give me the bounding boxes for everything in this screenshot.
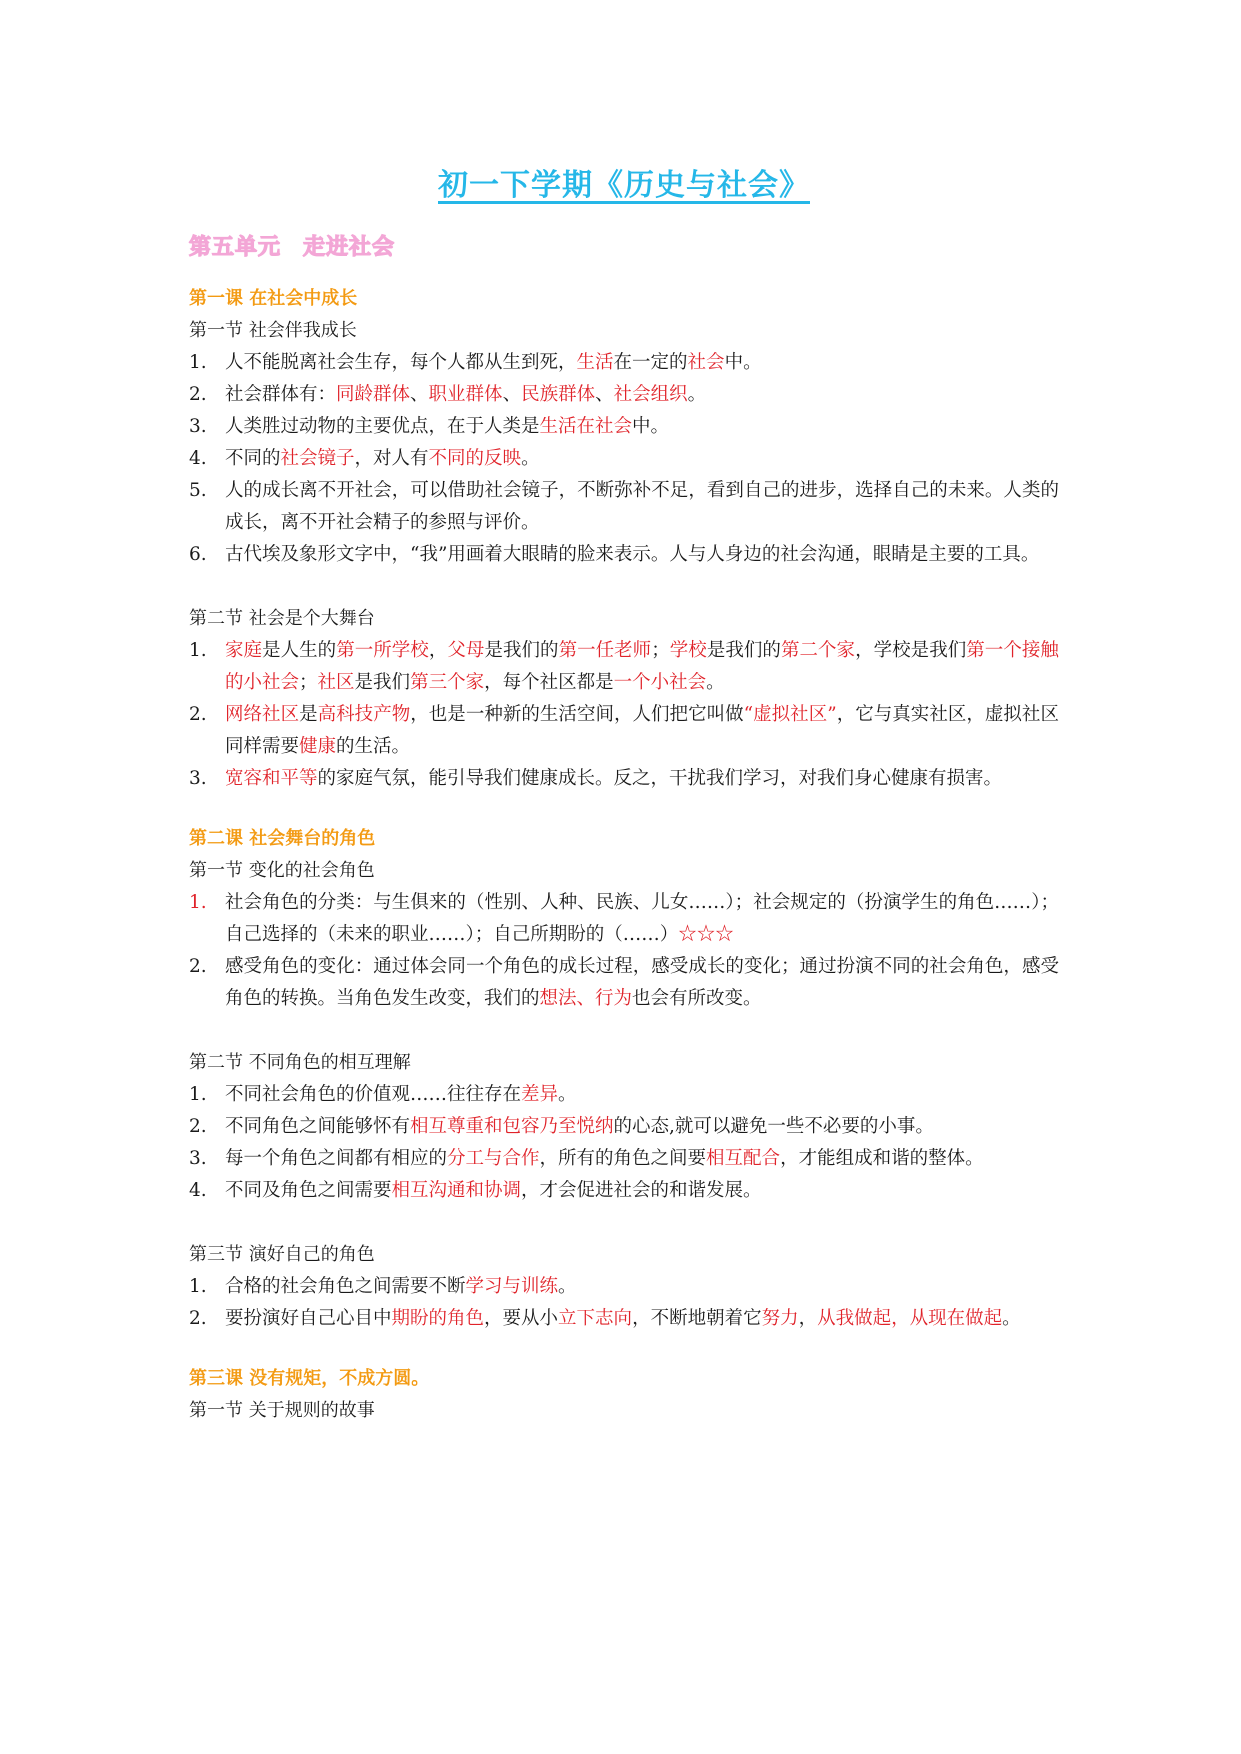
item-text xyxy=(225,475,1059,539)
highlight-text: 生活在社会 xyxy=(539,416,633,437)
text-segment: 每一个角色之间都有相应的 xyxy=(225,1148,448,1169)
list-item xyxy=(189,951,1059,1015)
highlight-text: 立下志向 xyxy=(558,1308,633,1329)
text-segment: 的家庭气氛，能引导我们健康成长。反之，干扰我们学习，对我们身心健康有损害。 xyxy=(317,768,1003,789)
spacer xyxy=(189,571,1059,603)
highlight-text: 生活 xyxy=(576,352,614,373)
item-text xyxy=(225,763,1059,795)
text-segment: 是人生的 xyxy=(262,640,337,661)
highlight-text: 分工与合作 xyxy=(447,1148,540,1169)
item-text xyxy=(225,1111,1059,1143)
highlight-text: 社会 xyxy=(687,352,725,373)
highlight-text: 学习与训练 xyxy=(465,1276,559,1297)
item-number: 6. xyxy=(189,544,207,565)
text-segment: 合格的社会角色之间需要不断 xyxy=(225,1276,466,1297)
item-number: 2. xyxy=(189,1308,207,1329)
item-number: 2. xyxy=(189,956,207,977)
text-segment: 是 xyxy=(299,704,318,725)
highlight-text: 社区 xyxy=(317,672,355,693)
text-segment: 是我们的 xyxy=(484,640,559,661)
text-segment: 。 xyxy=(558,1276,577,1297)
text-segment: 社会群体有： xyxy=(225,384,337,405)
item-text xyxy=(225,699,1059,763)
spacer xyxy=(189,1015,1059,1047)
highlight-text: 不同的反映 xyxy=(428,448,522,469)
text-segment: 。 xyxy=(1002,1308,1021,1329)
document-body xyxy=(189,283,1059,1427)
text-segment: 。 xyxy=(521,448,540,469)
item-number: 1. xyxy=(189,1276,207,1297)
highlight-text: 第二个家 xyxy=(780,640,856,661)
item-text xyxy=(225,443,1059,475)
highlight-text: 一个小社会 xyxy=(613,672,707,693)
highlight-text: 职业群体 xyxy=(428,384,503,405)
text-segment: ，才能组成和谐的整体。 xyxy=(780,1148,984,1169)
highlight-text: 网络社区 xyxy=(225,704,300,725)
text-segment: 社会角色的分类：与生俱来的（性别、人种、民族、儿女……）；社会规定的（扮演学生的角色……）；自己选择的（未来的职业……）；自己所期盼的（……） xyxy=(225,892,1059,945)
text-segment: 中。 xyxy=(632,416,670,437)
item-number: 2. xyxy=(189,384,207,405)
text-segment: ，它与真实社区，虚拟社区同样需要 xyxy=(225,704,1059,757)
unit-heading xyxy=(189,230,1059,261)
text-segment: ，学校是我们 xyxy=(855,640,967,661)
list-item xyxy=(189,699,1059,763)
item-text xyxy=(225,1271,1059,1303)
list-item xyxy=(189,887,1059,951)
item-text xyxy=(225,411,1059,443)
highlight-text: 努力 xyxy=(761,1308,799,1329)
list-item xyxy=(189,1111,1059,1143)
item-text xyxy=(225,1143,1059,1175)
highlight-text: 社会组织 xyxy=(613,384,688,405)
highlight-text: 宽容和平等 xyxy=(225,768,318,789)
text-segment: 也会有所改变。 xyxy=(632,988,762,1009)
highlight-text: 相互沟通和协调 xyxy=(391,1180,522,1201)
text-segment: 不同及角色之间需要 xyxy=(225,1180,392,1201)
text-segment: ，所有的角色之间要 xyxy=(539,1148,707,1169)
text-segment: 、 xyxy=(595,384,614,405)
highlight-text: 社会镜子 xyxy=(280,448,355,469)
text-segment: 不同的 xyxy=(225,448,281,469)
section-heading: 第二节 社会是个大舞台 xyxy=(189,608,375,629)
item-list xyxy=(189,1271,1059,1335)
highlight-text: 第一任老师 xyxy=(558,640,652,661)
text-segment: ； xyxy=(299,672,318,693)
item-number: 1. xyxy=(189,640,207,661)
highlight-text: 高科技产物 xyxy=(317,704,411,725)
highlight-text: 父母 xyxy=(447,640,485,661)
item-text xyxy=(225,1303,1059,1335)
list-item xyxy=(189,347,1059,379)
highlight-text: 相互配合 xyxy=(706,1148,781,1169)
text-segment: 。 xyxy=(687,384,707,405)
highlight-text: ☆☆☆ xyxy=(678,924,734,945)
text-segment: ，要从小 xyxy=(484,1308,559,1329)
section-heading: 第一节 关于规则的故事 xyxy=(189,1400,375,1421)
item-text xyxy=(225,347,1059,379)
highlight-text: 学校 xyxy=(669,640,707,661)
item-number: 3. xyxy=(189,1148,207,1169)
text-segment: 、 xyxy=(502,384,522,405)
item-list xyxy=(189,347,1059,571)
text-segment: 的心态,就可以避免一些不必要的小事。 xyxy=(613,1116,934,1137)
item-number: 2. xyxy=(189,1116,207,1137)
lesson-heading: 第三课 没有规矩，不成方圆。 xyxy=(189,1368,430,1389)
section-heading: 第三节 演好自己的角色 xyxy=(189,1244,375,1265)
item-number: 3. xyxy=(189,416,207,437)
item-number: 1. xyxy=(189,1084,207,1105)
highlight-text: 相互尊重和包容乃至悦纳 xyxy=(410,1116,614,1137)
spacer xyxy=(189,1335,1059,1363)
highlight-text: 想法、行为 xyxy=(539,988,633,1009)
text-segment: ； xyxy=(651,640,670,661)
text-segment: 古代埃及象形文字中，“我”用画着大眼睛的脸来表示。人与人身边的社会沟通，眼睛是主要的工具。 xyxy=(225,544,1040,565)
section-heading: 第一节 变化的社会角色 xyxy=(189,860,375,881)
text-segment: 不同社会角色的价值观……往往存在 xyxy=(225,1084,522,1105)
text-segment: 是我们 xyxy=(354,672,411,693)
list-item xyxy=(189,475,1059,539)
section-heading: 第二节 不同角色的相互理解 xyxy=(189,1052,411,1073)
item-text xyxy=(225,379,1059,411)
list-item xyxy=(189,1143,1059,1175)
text-segment: 是我们的 xyxy=(706,640,781,661)
item-list xyxy=(189,1079,1059,1207)
highlight-text: 从我做起，从现在做起 xyxy=(817,1308,1003,1329)
item-number: 2. xyxy=(189,704,207,725)
text-segment: ，才会促进社会的和谐发展。 xyxy=(521,1180,762,1201)
section-heading: 第一节 社会伴我成长 xyxy=(189,320,357,341)
item-text xyxy=(225,635,1059,699)
item-list xyxy=(189,887,1059,1015)
text-segment: 人不能脱离社会生存，每个人都从生到死， xyxy=(225,352,577,373)
list-item xyxy=(189,635,1059,699)
document-page xyxy=(189,160,1059,1427)
highlight-text: 健康 xyxy=(299,736,337,757)
highlight-text: “虚拟社区” xyxy=(743,704,837,725)
highlight-text: 第三个家 xyxy=(410,672,485,693)
text-segment: 中。 xyxy=(724,352,762,373)
text-segment: ，每个社区都是 xyxy=(484,672,614,693)
text-segment: 。 xyxy=(558,1084,577,1105)
highlight-text: 差异 xyxy=(521,1084,559,1105)
list-item xyxy=(189,443,1059,475)
item-text xyxy=(225,951,1059,1015)
item-text xyxy=(225,1175,1059,1207)
highlight-text: 第一所学校 xyxy=(336,640,429,661)
highlight-text: 期盼的角色 xyxy=(391,1308,485,1329)
item-number: 1. xyxy=(189,892,207,913)
item-number: 4. xyxy=(189,448,207,469)
spacer xyxy=(189,1207,1059,1239)
item-number: 4. xyxy=(189,1180,207,1201)
list-item xyxy=(189,1271,1059,1303)
highlight-text: 同龄群体 xyxy=(336,384,411,405)
list-item xyxy=(189,539,1059,571)
item-list xyxy=(189,635,1059,795)
text-segment: 的生活。 xyxy=(336,736,411,757)
text-segment: 人类胜过动物的主要优点，在于人类是 xyxy=(225,416,540,437)
highlight-text: 家庭 xyxy=(225,640,263,661)
text-segment: 、 xyxy=(410,384,429,405)
text-segment: ，不断地朝着它 xyxy=(632,1308,762,1329)
text-segment: ，也是一种新的生活空间，人们把它叫做 xyxy=(410,704,744,725)
text-segment: ， xyxy=(798,1308,818,1329)
text-segment: 不同角色之间能够怀有 xyxy=(225,1116,411,1137)
list-item xyxy=(189,1175,1059,1207)
text-segment: 。 xyxy=(706,672,725,693)
item-number: 5. xyxy=(189,480,207,501)
item-text xyxy=(225,539,1059,571)
list-item xyxy=(189,379,1059,411)
item-text xyxy=(225,887,1059,951)
list-item xyxy=(189,763,1059,795)
spacer xyxy=(189,795,1059,823)
item-number: 3. xyxy=(189,768,207,789)
lesson-heading: 第二课 社会舞台的角色 xyxy=(189,828,376,849)
text-segment: ，对人有 xyxy=(354,448,429,469)
text-segment: 在一定的 xyxy=(613,352,688,373)
list-item xyxy=(189,1079,1059,1111)
list-item xyxy=(189,1303,1059,1335)
unit-label: 第五单元 xyxy=(189,235,282,260)
text-segment: 要扮演好自己心目中 xyxy=(225,1308,392,1329)
highlight-text: 民族群体 xyxy=(521,384,596,405)
document-title: 初一下学期《历史与社会》 xyxy=(438,168,810,203)
text-segment: ， xyxy=(428,640,448,661)
text-segment: 人的成长离不开社会，可以借助社会镜子，不断弥补不足，看到自己的进步，选择自己的未来。人类的成长，离不开社会精子的参照与评价。 xyxy=(225,480,1059,533)
lesson-heading: 第一课 在社会中成长 xyxy=(189,288,358,309)
unit-name: 走进社会 xyxy=(303,235,396,260)
item-number: 1. xyxy=(189,352,207,373)
highlight-text: 第一个接触的小社会 xyxy=(225,640,1059,693)
text-segment: 感受角色的变化：通过体会同一个角色的成长过程，感受成长的变化；通过扮演不同的社会角色，感受角色的转换。当角色发生改变，我们的 xyxy=(225,956,1059,1009)
item-text xyxy=(225,1079,1059,1111)
list-item xyxy=(189,411,1059,443)
